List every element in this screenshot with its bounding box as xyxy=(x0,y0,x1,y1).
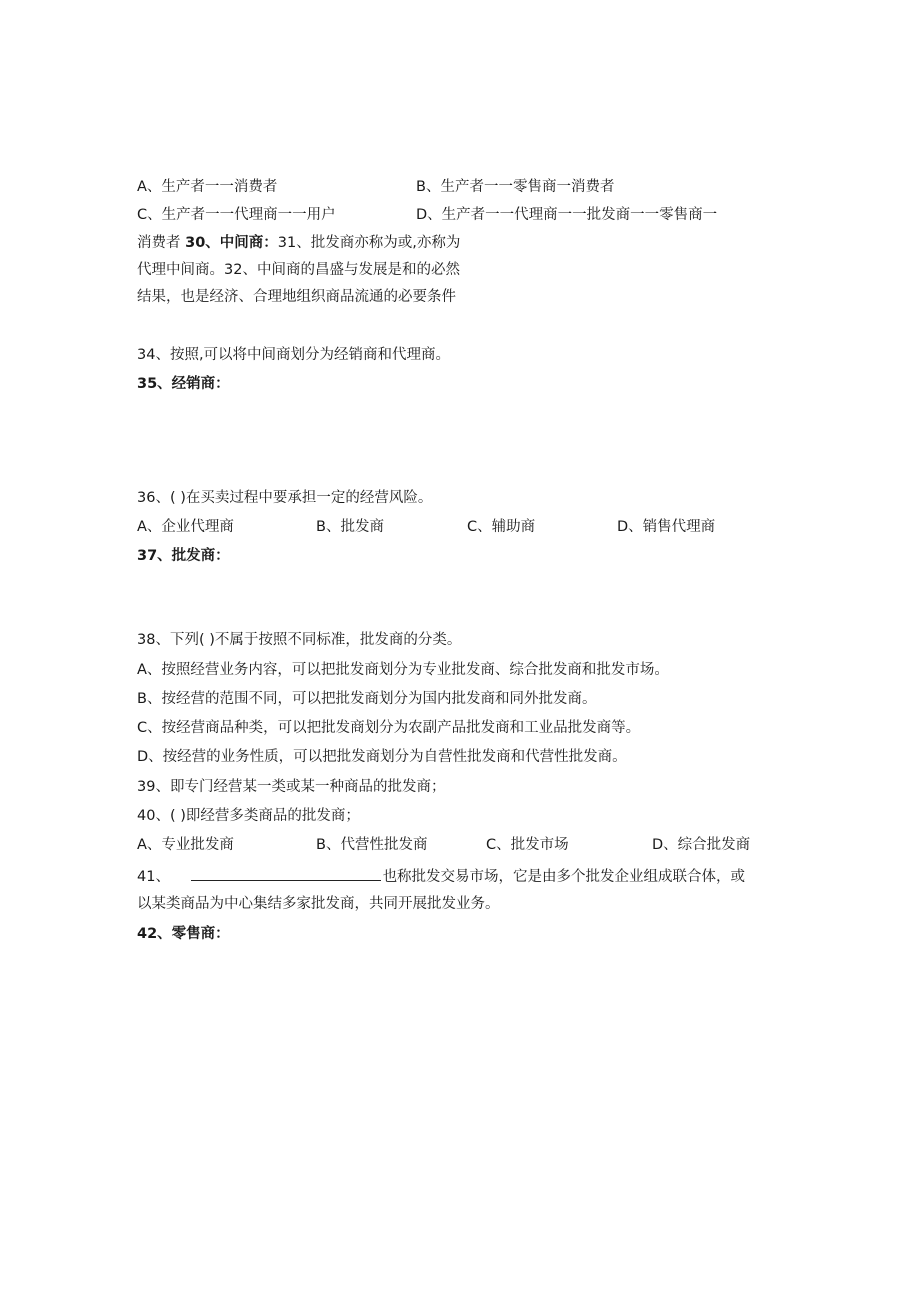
q40-text: 40、( )即经营多类商品的批发商； xyxy=(137,808,360,824)
q41-line-2: 以某类商品为中心集结多家批发商，共同开展批发业务。 xyxy=(137,896,500,912)
q38-option-d: D、按经营的业务性质，可以把批发商划分为自营性批发商和代营性批发商。 xyxy=(137,749,627,765)
q30-term: 中间商： xyxy=(219,235,278,251)
q29-option-c: C、生产者一一代理商一一用户 xyxy=(137,207,336,223)
q29-option-a: A、生产者一一消费者 xyxy=(137,179,278,195)
q36-option-b: B、批发商 xyxy=(316,519,384,535)
q38-text: 38、下列( )不属于按照不同标准，批发商的分类。 xyxy=(137,632,462,648)
q40-option-d: D、综合批发商 xyxy=(652,837,751,853)
q40-option-b: B、代营性批发商 xyxy=(316,837,428,853)
q36-option-d: D、销售代理商 xyxy=(617,519,716,535)
q41-answer-blank[interactable] xyxy=(191,865,381,881)
q29-option-b: B、生产者一一零售商一消费者 xyxy=(416,179,615,195)
q36-option-c: C、辅助商 xyxy=(467,519,536,535)
q41-text: 也称批发交易市场，它是由多个批发企业组成联合体，或 xyxy=(382,869,746,885)
q29-option-d: D、生产者一一代理商一一批发商一一零售商一 xyxy=(416,207,718,223)
q40-option-a: A、专业批发商 xyxy=(137,837,234,853)
q35-heading: 35、经销商： xyxy=(137,376,230,392)
q38-option-c: C、按经营商品种类，可以把批发商划分为农副产品批发商和工业品批发商等。 xyxy=(137,720,641,736)
q29-option-d-continuation: 消费者 xyxy=(137,235,181,251)
q38-option-a: A、按照经营业务内容，可以把批发商划分为专业批发商、综合批发商和批发市场。 xyxy=(137,662,669,678)
q41-number: 41、 xyxy=(137,869,170,885)
q39-text: 39、即专门经营某一类或某一种商品的批发商； xyxy=(137,779,446,795)
q40-option-c: C、批发市场 xyxy=(486,837,569,853)
q30-number: 30、 xyxy=(185,235,220,251)
q32-line-2: 结果，也是经济、合理地组织商品流通的必要条件 xyxy=(137,289,456,305)
q36-text: 36、( )在买卖过程中要承担一定的经营风险。 xyxy=(137,490,433,506)
q41-line xyxy=(137,865,745,887)
q37-heading: 37、批发商： xyxy=(137,548,230,564)
q34-text: 34、按照,可以将中间商划分为经销商和代理商。 xyxy=(137,347,451,363)
q38-option-b: B、按经营的范围不同，可以把批发商划分为国内批发商和同外批发商。 xyxy=(137,691,597,707)
q42-heading: 42、零售商： xyxy=(137,926,230,942)
q36-option-a: A、企业代理商 xyxy=(137,519,234,535)
q31-text: 31、批发商亦称为或,亦称为 xyxy=(277,235,461,251)
q30-q31-line xyxy=(137,233,460,253)
q32-line: 代理中间商。32、中间商的昌盛与发展是和的必然 xyxy=(137,262,460,278)
